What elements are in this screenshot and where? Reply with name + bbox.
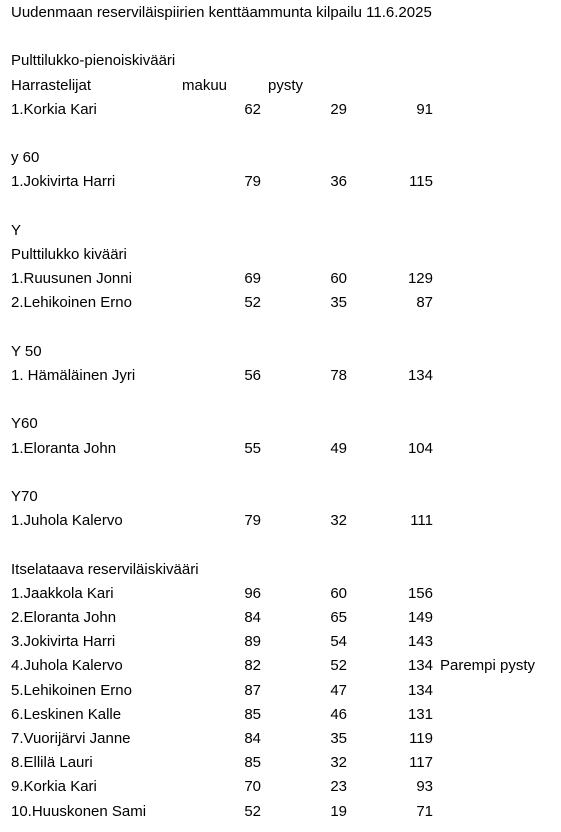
score-total: 71 <box>416 802 433 820</box>
section-heading-text: Pulttilukko kivääri <box>11 246 127 263</box>
column-header-pysty: pysty <box>268 76 304 94</box>
result-row <box>0 729 561 749</box>
score-total: 117 <box>409 754 433 772</box>
competitor-name: 4.Juhola Kalervo <box>11 657 123 675</box>
score-makuu: 56 <box>244 367 261 384</box>
competitor-name: 3.Jokivirta Harri <box>11 633 116 651</box>
score-pysty: 36 <box>330 173 347 191</box>
column-header-label: Harrastelijat <box>11 76 92 94</box>
result-row <box>0 681 561 701</box>
score-pysty: 65 <box>330 609 347 626</box>
score-pysty: 78 <box>330 367 347 384</box>
score-pysty: 35 <box>330 294 347 312</box>
score-pysty: 54 <box>330 633 347 651</box>
score-total: 134 <box>407 657 433 675</box>
section-heading <box>0 560 561 580</box>
score-pysty: 46 <box>330 705 347 723</box>
score-pysty: 35 <box>330 730 347 747</box>
section-heading <box>0 342 561 362</box>
score-makuu: 52 <box>244 294 261 312</box>
score-makuu: 52 <box>244 802 261 820</box>
section-heading-text: Y 50 <box>11 342 42 360</box>
competitor-name: 2.Eloranta John <box>11 609 117 626</box>
score-pysty: 32 <box>330 512 347 530</box>
score-total: 91 <box>416 100 433 118</box>
section-heading <box>0 148 561 168</box>
score-makuu: 79 <box>244 512 261 530</box>
score-total: 131 <box>407 705 433 723</box>
score-makuu: 85 <box>244 705 261 723</box>
score-pysty: 32 <box>330 754 347 772</box>
competitor-name: 2.Lehikoinen Erno <box>11 294 132 312</box>
competitor-name: 6.Leskinen Kalle <box>11 705 122 723</box>
score-makuu: 69 <box>244 270 261 288</box>
result-row <box>0 777 561 797</box>
score-pysty: 60 <box>330 270 347 288</box>
result-row <box>0 439 561 459</box>
score-makuu: 79 <box>244 173 261 191</box>
competitor-name: 1. Hämäläinen Jyri <box>11 367 136 384</box>
result-row <box>0 802 561 822</box>
score-pysty: 49 <box>330 439 347 457</box>
result-note: Parempi pysty <box>440 657 536 675</box>
section-heading-text: Y <box>11 221 22 239</box>
result-row <box>0 608 561 628</box>
score-total: 149 <box>407 609 433 626</box>
score-makuu: 62 <box>244 100 261 118</box>
result-row <box>0 511 561 531</box>
competitor-name: 8.Ellilä Lauri <box>11 754 93 772</box>
competitor-name: 1.Jokivirta Harri <box>11 173 116 191</box>
score-total: 115 <box>409 173 433 191</box>
result-row <box>0 632 561 652</box>
score-makuu: 55 <box>244 439 261 457</box>
score-pysty: 47 <box>330 681 347 699</box>
result-row <box>0 584 561 604</box>
competitor-name: 1.Korkia Kari <box>11 100 97 118</box>
score-makuu: 89 <box>244 633 261 651</box>
score-total: 119 <box>409 730 433 747</box>
score-total: 93 <box>416 778 433 796</box>
section-heading <box>0 245 561 265</box>
result-row <box>0 656 561 676</box>
competitor-name: 7.Vuorijärvi Janne <box>11 730 131 747</box>
result-row <box>0 293 561 313</box>
score-pysty: 29 <box>330 100 347 118</box>
score-total: 143 <box>407 633 433 651</box>
document-title <box>0 3 561 23</box>
section-heading <box>0 487 561 507</box>
score-total: 87 <box>416 294 433 312</box>
score-pysty: 19 <box>330 802 347 820</box>
column-header-row <box>0 76 561 96</box>
result-row <box>0 269 561 289</box>
score-pysty: 23 <box>330 778 347 796</box>
section-heading <box>0 51 561 71</box>
competitor-name: 1.Ruusunen Jonni <box>11 270 132 288</box>
score-pysty: 60 <box>330 584 347 602</box>
score-total: 156 <box>407 584 433 602</box>
section-heading <box>0 414 561 434</box>
score-total: 134 <box>407 367 433 384</box>
competitor-name: 10.Huuskonen Sami <box>11 802 147 820</box>
score-makuu: 96 <box>244 584 261 602</box>
competitor-name: 5.Lehikoinen Erno <box>11 681 132 699</box>
result-row <box>0 705 561 725</box>
section-heading-text: y 60 <box>11 149 40 167</box>
section-heading-text: Itselataava reserviläiskivääri <box>11 560 199 578</box>
score-makuu: 84 <box>244 730 261 747</box>
score-makuu: 84 <box>244 609 261 626</box>
section-heading <box>0 221 561 241</box>
score-makuu: 82 <box>244 657 261 675</box>
result-row <box>0 753 561 773</box>
column-header-makuu: makuu <box>182 76 228 94</box>
competitor-name: 1.Juhola Kalervo <box>11 512 123 530</box>
result-row <box>0 100 561 120</box>
score-total: 129 <box>407 270 433 288</box>
section-heading-text: Y70 <box>11 488 38 505</box>
result-row <box>0 366 561 386</box>
competitor-name: 9.Korkia Kari <box>11 778 97 796</box>
score-total: 104 <box>407 439 433 457</box>
score-makuu: 87 <box>244 681 261 699</box>
score-total: 111 <box>410 512 433 530</box>
score-pysty: 52 <box>330 657 347 675</box>
section-heading-text: Y60 <box>11 415 38 433</box>
result-row <box>0 172 561 192</box>
title-text: Uudenmaan reserviläispiirien kenttäammunta kilpailu 11.6.2025 <box>11 4 432 21</box>
section-heading-text: Pulttilukko-pienoiskivääri <box>11 52 176 70</box>
competitor-name: 1.Jaakkola Kari <box>11 584 114 602</box>
score-makuu: 70 <box>244 778 261 796</box>
competitor-name: 1.Eloranta John <box>11 439 117 457</box>
score-total: 134 <box>407 681 433 699</box>
score-makuu: 85 <box>244 754 261 772</box>
